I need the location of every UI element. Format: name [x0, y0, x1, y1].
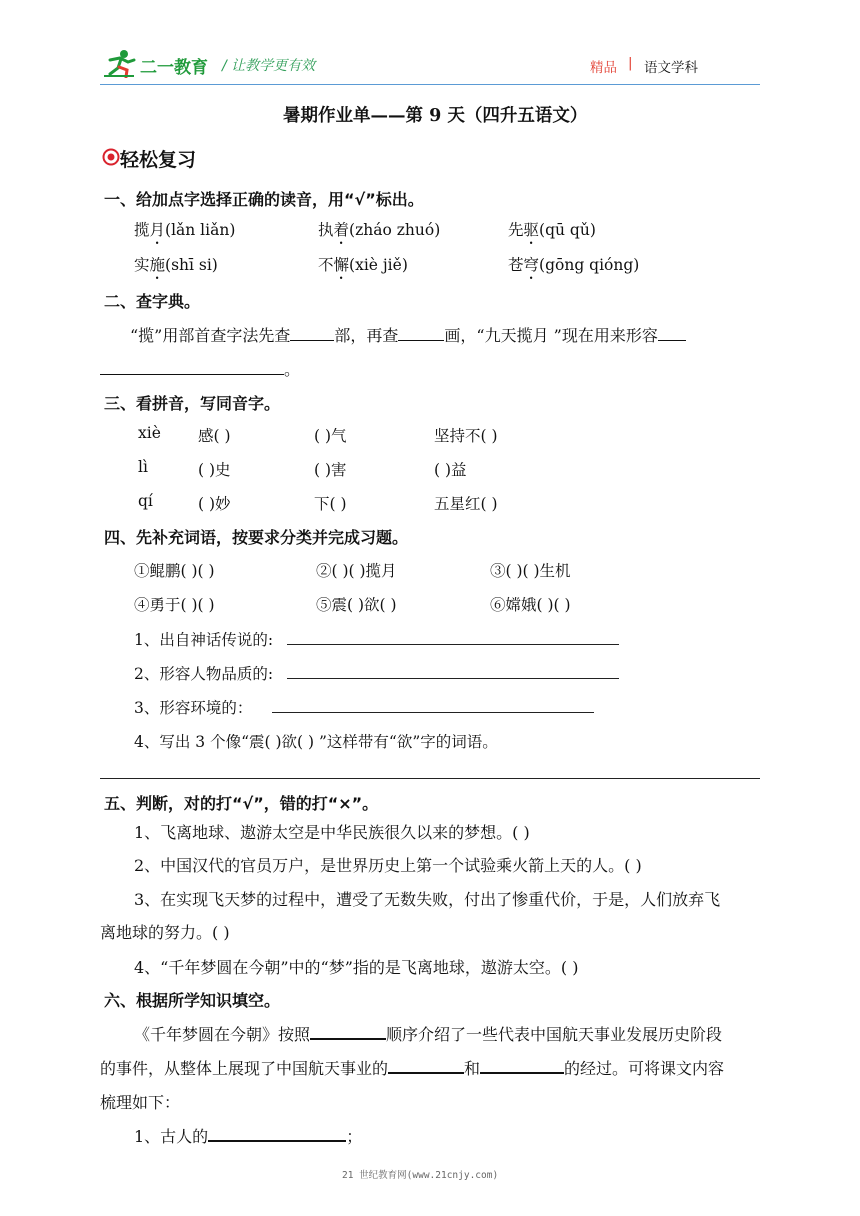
section-2-heading: 二、查字典。 — [104, 292, 201, 311]
homophone-pinyin: lì — [138, 458, 148, 476]
homophone-word: ( )史 — [198, 461, 231, 479]
runner-logo-icon — [104, 48, 138, 78]
idiom-item: ②( )( )揽月 — [316, 562, 397, 580]
answer-blank[interactable] — [388, 1058, 464, 1074]
slogan: / 让教学更有效 — [222, 58, 316, 74]
section-1-heading: 一、给加点字选择正确的读音，用“√”标出。 — [104, 190, 424, 209]
answer-blank[interactable] — [398, 326, 444, 341]
classify-question-1: 1、出自神话传说的: — [134, 631, 274, 649]
answer-blank[interactable] — [100, 360, 284, 375]
fill-paragraph-line-1: 《千年梦圆在今朝》按照 顺序介绍了一些代表中国航天事业发展历史阶段 — [134, 1025, 723, 1044]
header-rule — [100, 84, 760, 85]
idiom-item: ⑤震( )欲( ) — [316, 596, 397, 614]
pinyin-item-6: 苍穹(gōng qióng) — [508, 256, 640, 274]
logo-text: 二一教育 — [140, 58, 208, 78]
subject-label: 语文学科 — [644, 60, 698, 76]
dictionary-question: “揽”用部首查字法先查 部，再查 画，“九天揽月 ”现在用来形容 — [130, 323, 686, 346]
idiom-item: ③( )( )生机 — [490, 562, 571, 580]
homophone-word: ( )害 — [314, 461, 347, 479]
homophone-word: ( )妙 — [198, 495, 231, 513]
answer-line[interactable] — [100, 778, 760, 779]
pinyin-item-4: 实施(shī si) — [134, 256, 218, 274]
header-separator: | — [628, 55, 633, 71]
pinyin-item-5: 不懈(xiè jiě) — [318, 256, 408, 274]
answer-line[interactable] — [287, 644, 619, 645]
answer-blank[interactable] — [208, 1126, 346, 1142]
judge-item-3-cont: 离地球的努力。( ) — [100, 923, 230, 942]
pinyin-item-2: 执着(zháo zhuó) — [318, 221, 441, 239]
answer-line[interactable] — [287, 678, 619, 679]
judge-item-3: 3、在实现飞天梦的过程中，遭受了无数失败，付出了惨重代价，于是，人们放弃飞 — [134, 890, 721, 909]
answer-line[interactable] — [272, 712, 594, 713]
outline-item-1: 1、古人的 ； — [134, 1127, 363, 1146]
homophone-pinyin: qí — [138, 492, 153, 510]
homophone-word: 下( ) — [314, 495, 347, 513]
footer-source: 21 世纪教育网(www.21cnjy.com) — [342, 1170, 499, 1181]
idiom-item: ①鲲鹏( )( ) — [134, 562, 215, 580]
homophone-word: ( )气 — [314, 427, 347, 445]
answer-blank[interactable] — [290, 326, 334, 341]
answer-blank[interactable] — [480, 1058, 564, 1074]
idiom-item: ④勇于( )( ) — [134, 596, 215, 614]
section-5-heading: 五、判断，对的打“√”，错的打“×”。 — [104, 794, 379, 813]
judge-item-2: 2、中国汉代的官员万户，是世界历史上第一个试验乘火箭上天的人。( ) — [134, 856, 642, 875]
homophone-word: 五星红( ) — [434, 495, 498, 513]
pinyin-item-3: 先驱(qū qǔ) — [508, 221, 596, 239]
idiom-item: ⑥嫦娥( )( ) — [490, 596, 571, 614]
dictionary-question-cont: 。 — [100, 357, 300, 380]
homophone-word: 坚持不( ) — [434, 427, 498, 445]
homophone-word: ( )益 — [434, 461, 467, 479]
fill-paragraph-line-2: 的事件，从整体上展现了中国航天事业的 和 的经过。可将课文内容 — [100, 1059, 725, 1078]
quality-badge: 精品 — [590, 60, 617, 76]
section-3-heading: 三、看拼音，写同音字。 — [104, 394, 281, 413]
answer-blank[interactable] — [310, 1024, 386, 1040]
classify-question-4: 4、写出 3 个像“震( )欲( ) ”这样带有“欲”字的词语。 — [134, 733, 498, 751]
section-6-heading: 六、根据所学知识填空。 — [104, 991, 281, 1010]
judge-item-4: 4、“千年梦圆在今朝”中的“梦”指的是飞离地球，遨游太空。( ) — [134, 958, 579, 977]
pinyin-item-1: 揽月(lǎn liǎn) — [134, 221, 236, 239]
homophone-pinyin: xiè — [138, 424, 161, 442]
fill-paragraph-line-3: 梳理如下： — [100, 1093, 181, 1112]
bullseye-icon — [102, 148, 120, 166]
section-4-heading: 四、先补充词语，按要求分类并完成习题。 — [104, 528, 409, 547]
classify-question-2: 2、形容人物品质的: — [134, 665, 274, 683]
answer-blank[interactable] — [658, 326, 686, 341]
judge-item-1: 1、飞离地球、遨游太空是中华民族很久以来的梦想。( ) — [134, 823, 530, 842]
page-title: 暑期作业单——第 9 天（四升五语文） — [283, 106, 588, 126]
classify-question-3: 3、形容环境的： — [134, 699, 253, 717]
review-heading: 轻松复习 — [120, 149, 197, 171]
homophone-word: 感( ) — [198, 427, 231, 445]
